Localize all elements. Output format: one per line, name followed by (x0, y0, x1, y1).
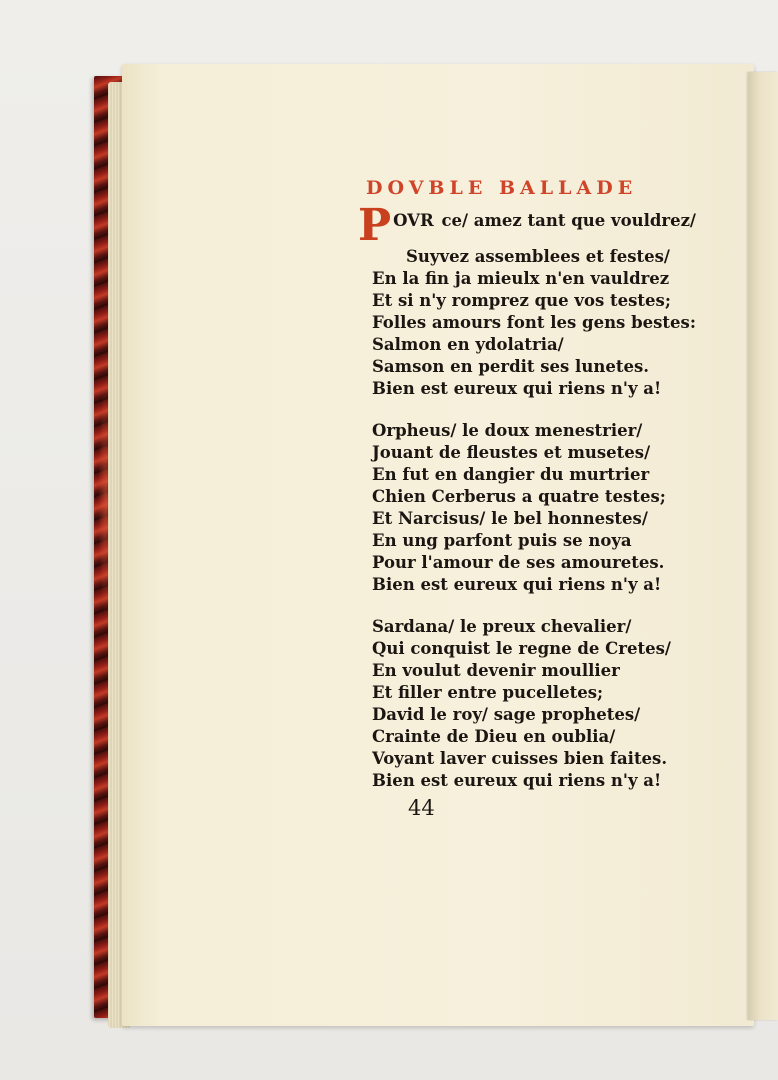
verse-line: Samson en perdit ses lunetes. (372, 357, 649, 376)
verse-line (358, 200, 696, 251)
stanza-1 (358, 200, 696, 400)
initial-word-rest: OVR (393, 211, 434, 230)
verse-line: Qui conquist le regne de Cretes/ (372, 639, 671, 658)
verse-line: Sardana/ le preux chevalier/ (372, 617, 632, 636)
verse-line: Pour l'amour de ses amouretes. (372, 553, 665, 572)
drop-cap-initial: P (358, 200, 392, 251)
verse-line: Bien est eureux qui riens n'y a! (372, 379, 662, 398)
verse-line: Jouant de fleustes et musetes/ (372, 443, 651, 462)
verse-line: Voyant laver cuisses bien faites. (372, 749, 668, 768)
verse-line: Bien est eureux qui riens n'y a! (372, 771, 662, 790)
verse-line: David le roy/ sage prophetes/ (372, 705, 641, 724)
verse-line-text: ce/ amez tant que vouldrez/ (441, 211, 696, 230)
stanza-3 (358, 616, 688, 792)
page-number: 44 (408, 796, 435, 820)
stanza-2 (358, 420, 688, 596)
verse-line: Et filler entre pucelletes; (372, 683, 604, 702)
facing-page-edge (748, 72, 778, 1020)
verse-line: Orpheus/ le doux menestrier/ (372, 421, 643, 440)
verse-line: Et Narcisus/ le bel honnestes/ (372, 509, 648, 528)
verse-line: Folles amours font les gens bestes: (372, 313, 696, 332)
poem-title: DOVBLE BALLADE (366, 177, 638, 199)
verse-line: Crainte de Dieu en oublia/ (372, 727, 616, 746)
verse-line: Chien Cerberus a quatre testes; (372, 487, 666, 506)
verse-line: Bien est eureux qui riens n'y a! (372, 575, 662, 594)
verse-line: Et si n'y romprez que vos testes; (372, 291, 671, 310)
verse-line: Salmon en ydolatria/ (372, 335, 564, 354)
verse-line: En la fin ja mieulx n'en vauldrez (372, 269, 670, 288)
verse-line: En ung parfont puis se noya (372, 531, 632, 550)
poem-block (358, 176, 696, 812)
verse-line: En voulut devenir moullier (372, 661, 620, 680)
verse-line: Suyvez assemblees et festes/ (406, 247, 670, 266)
verse-line: En fut en dangier du murtrier (372, 465, 650, 484)
